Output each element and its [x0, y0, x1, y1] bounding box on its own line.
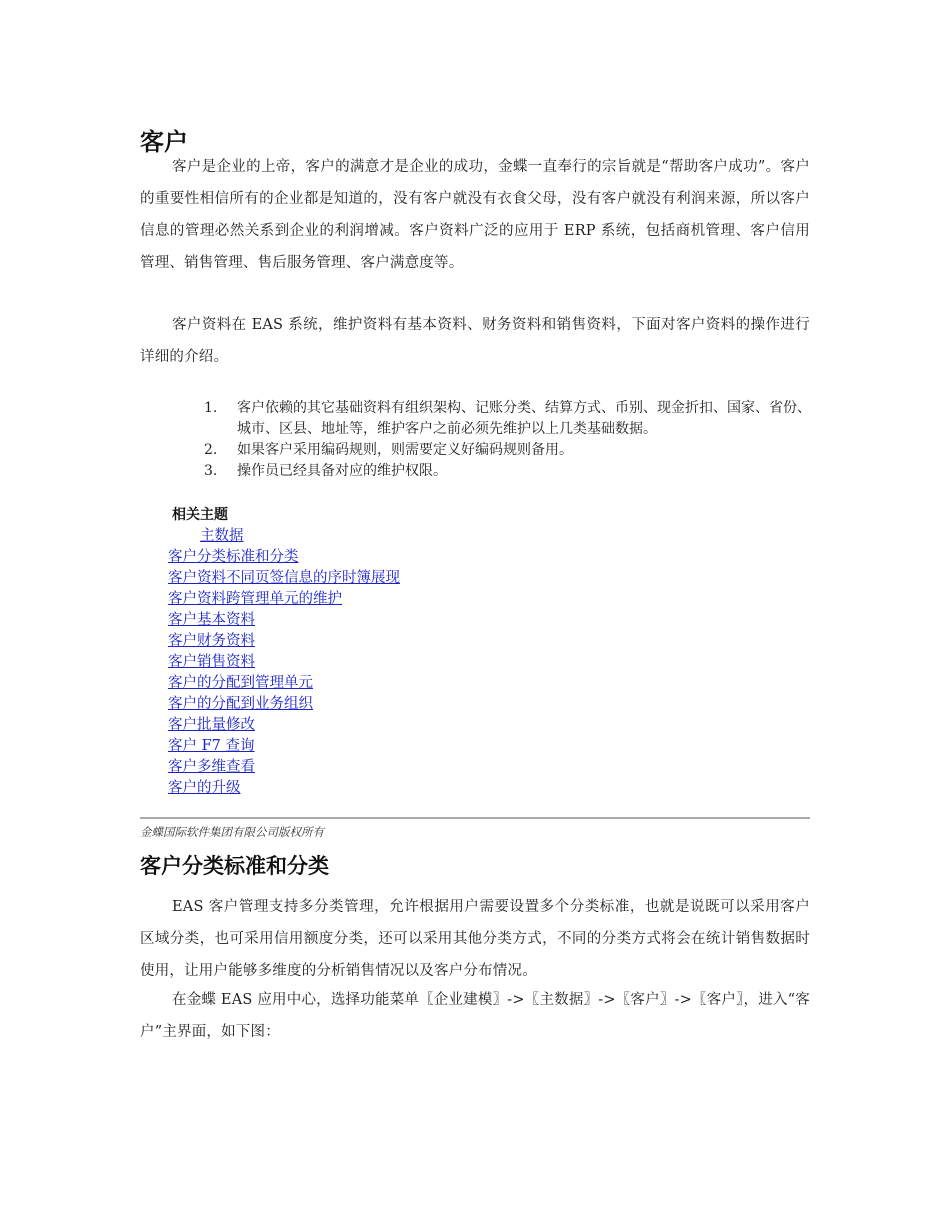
link-cross-unit-maintenance[interactable]: 客户资料跨管理单元的维护 [168, 591, 342, 607]
link-customer-basic-info[interactable]: 客户基本资料 [168, 612, 255, 628]
link-f7-query[interactable]: 客户 F7 查询 [168, 738, 255, 754]
list-item [204, 398, 814, 440]
link-customer-tab-journal[interactable]: 客户资料不同页签信息的序时簿展现 [168, 570, 400, 586]
list-item [204, 440, 814, 461]
list-text: 操作员已经具备对应的维护权限。 [237, 463, 447, 479]
classification-paragraph: EAS 客户管理支持多分类管理，允许根据用户需要设置多个分类标准，也就是说既可以采用客户区域分类，也可采用信用额度分类，还可以采用其他分类方式，不同的分类方式将会在统计销售数据时使用，让用户能够多维度的分析销售情况以及客户分布情况。 [140, 899, 810, 979]
link-customer-classification[interactable]: 客户分类标准和分类 [168, 549, 299, 565]
list-number: 2. [204, 442, 218, 458]
list-text: 客户依赖的其它基础资料有组织架构、记账分类、结算方式、币别、现金折扣、国家、省份、城市、区县、地址等，维护客户之前必须先维护以上几类基础数据。 [237, 400, 811, 437]
link-assign-to-management-unit[interactable]: 客户的分配到管理单元 [168, 675, 313, 691]
link-multidimensional-view[interactable]: 客户多维查看 [168, 759, 255, 775]
link-customer-finance-info[interactable]: 客户财务资料 [168, 633, 255, 649]
link-customer-upgrade[interactable]: 客户的升级 [168, 780, 241, 796]
intro-paragraph: 客户是企业的上帝，客户的满意才是企业的成功，金蝶一直奉行的宗旨就是“帮助客户成功”。客户的重要性相信所有的企业都是知道的，没有客户就没有衣食父母，没有客户就没有利润来源，所以客户信息的管理必然关系到企业的利润增减。客户资料广泛的应用于 ERP 系统，包括商机管理、客户信用管理、销售管理、售后服务管理、客户满意度等。 [140, 159, 810, 271]
list-number: 3. [204, 463, 218, 479]
list-text: 如果客户采用编码规则，则需要定义好编码规则备用。 [237, 442, 573, 458]
link-assign-to-business-org[interactable]: 客户的分配到业务组织 [168, 696, 313, 712]
copyright-notice: 金蝶国际软件集团有限公司版权所有 [140, 825, 324, 839]
section-divider [140, 817, 810, 819]
list-number: 1. [204, 400, 218, 416]
related-links [168, 526, 400, 799]
related-topics-title: 相关主题 [172, 507, 228, 523]
link-master-data[interactable]: 主数据 [200, 528, 244, 544]
link-batch-modify[interactable]: 客户批量修改 [168, 717, 255, 733]
prerequisite-list [204, 398, 814, 482]
section-title: 客户分类标准和分类 [140, 854, 329, 878]
list-item [204, 461, 814, 482]
overview-paragraph: 客户资料在 EAS 系统，维护资料有基本资料、财务资料和销售资料，下面对客户资料的操作进行详细的介绍。 [140, 317, 810, 365]
page-title: 客户 [140, 128, 188, 156]
related-topics [168, 505, 400, 799]
navigation-paragraph: 在金蝶 EAS 应用中心，选择功能菜单〖企业建模〗->〖主数据〗->〖客户〗->〖客户〗，进入“客户”主界面，如下图： [140, 992, 810, 1040]
link-customer-sales-info[interactable]: 客户销售资料 [168, 654, 255, 670]
